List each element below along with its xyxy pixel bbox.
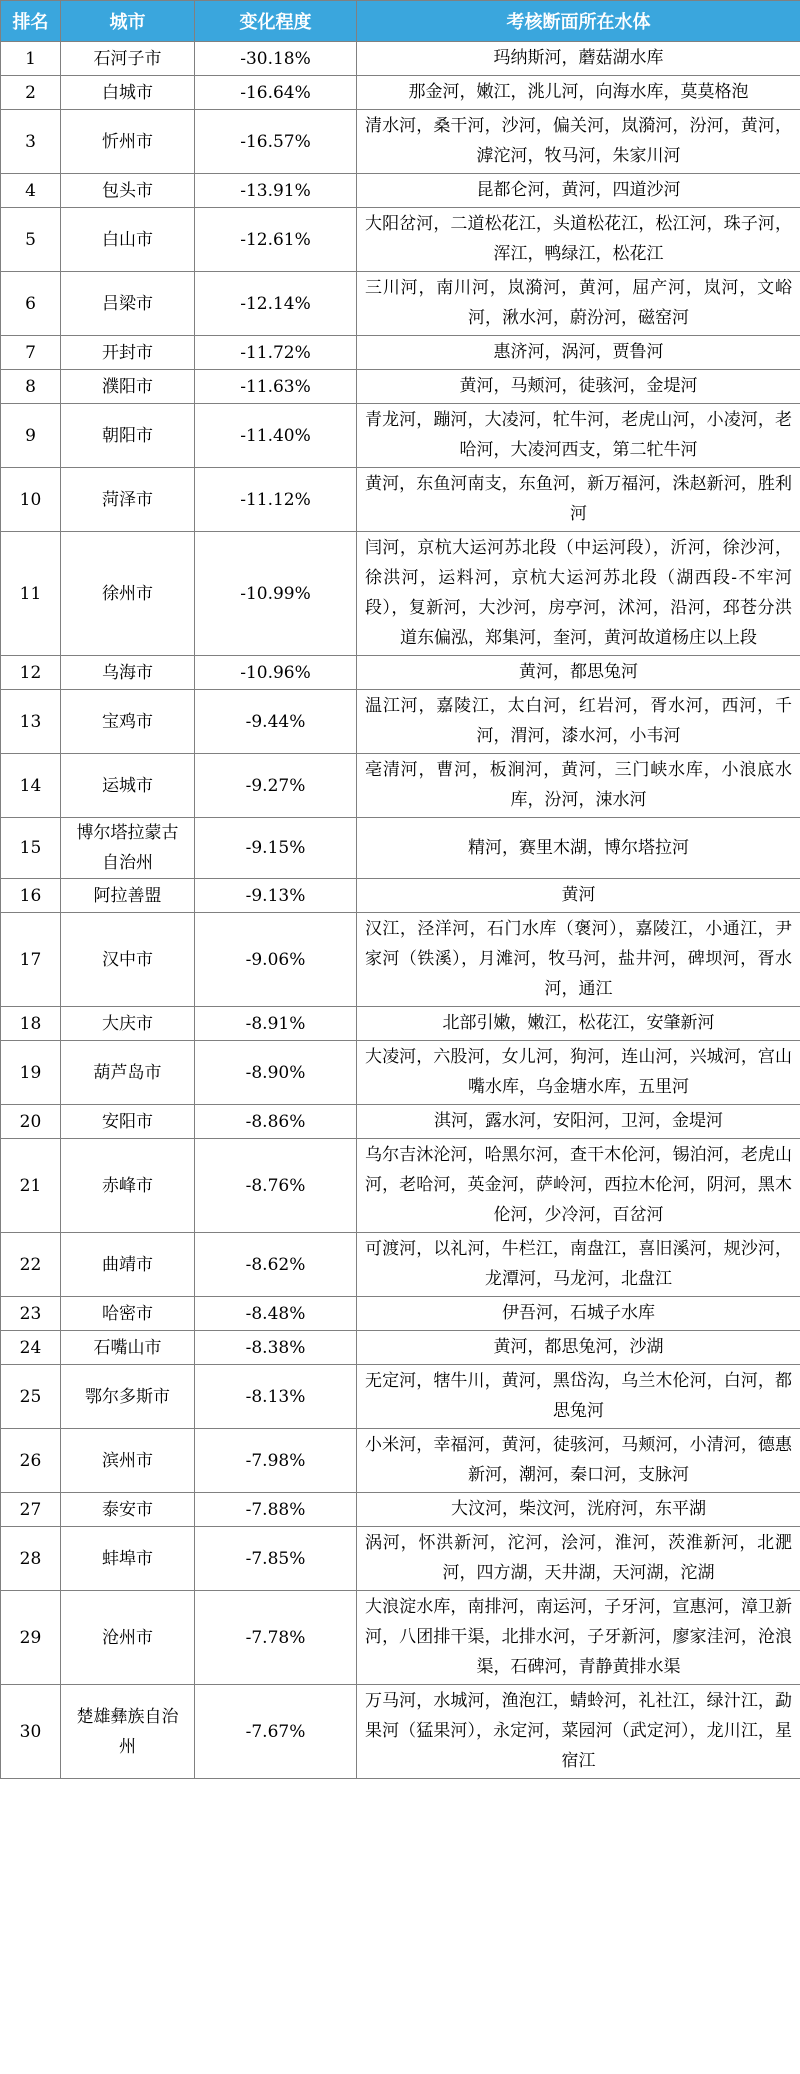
cell-rank: 10 <box>1 468 61 532</box>
cell-water: 伊吾河，石城子水库 <box>357 1297 800 1331</box>
table-row <box>1 1139 800 1233</box>
cell-city: 徐州市 <box>61 532 195 656</box>
cell-city: 忻州市 <box>61 110 195 174</box>
cell-change: -8.48% <box>195 1297 357 1331</box>
cell-city: 蚌埠市 <box>61 1527 195 1591</box>
header-rank: 排名 <box>1 1 61 42</box>
cell-water: 温江河，嘉陵江，太白河，红岩河，胥水河，西河，千河，渭河，漆水河，小韦河 <box>357 690 800 754</box>
cell-rank: 11 <box>1 532 61 656</box>
cell-water: 精河，赛里木湖，博尔塔拉河 <box>357 818 800 879</box>
cell-change: -8.13% <box>195 1365 357 1429</box>
cell-rank: 6 <box>1 272 61 336</box>
table-row <box>1 1429 800 1493</box>
table-row <box>1 42 800 76</box>
table-row <box>1 336 800 370</box>
table-row <box>1 690 800 754</box>
cell-change: -9.44% <box>195 690 357 754</box>
cell-change: -11.72% <box>195 336 357 370</box>
cell-city: 朝阳市 <box>61 404 195 468</box>
table-row <box>1 110 800 174</box>
cell-change: -11.40% <box>195 404 357 468</box>
header-city: 城市 <box>61 1 195 42</box>
cell-city: 楚雄彝族自治州 <box>61 1685 195 1779</box>
table-row <box>1 1331 800 1365</box>
cell-rank: 27 <box>1 1493 61 1527</box>
cell-change: -13.91% <box>195 174 357 208</box>
cell-rank: 14 <box>1 754 61 818</box>
header-water: 考核断面所在水体 <box>357 1 800 42</box>
cell-water: 黄河 <box>357 879 800 913</box>
cell-city: 石嘴山市 <box>61 1331 195 1365</box>
cell-rank: 18 <box>1 1007 61 1041</box>
cell-change: -9.06% <box>195 913 357 1007</box>
cell-rank: 21 <box>1 1139 61 1233</box>
table-row <box>1 879 800 913</box>
cell-change: -8.62% <box>195 1233 357 1297</box>
cell-water: 大浪淀水库，南排河，南运河，子牙河，宣惠河，漳卫新河，八团排干渠，北排水河，子牙新河，廖家洼河，沧浪渠，石碑河，青静黄排水渠 <box>357 1591 800 1685</box>
cell-city: 乌海市 <box>61 656 195 690</box>
cell-city: 运城市 <box>61 754 195 818</box>
cell-rank: 12 <box>1 656 61 690</box>
table-row <box>1 272 800 336</box>
table-row <box>1 208 800 272</box>
cell-change: -7.78% <box>195 1591 357 1685</box>
cell-city: 包头市 <box>61 174 195 208</box>
cell-water: 无定河，犗牛川，黄河，黑岱沟，乌兰木伦河，白河，都思兔河 <box>357 1365 800 1429</box>
cell-water: 涡河，怀洪新河，沱河，浍河，淮河，茨淮新河，北淝河，四方湖，天井湖，天河湖，沱湖 <box>357 1527 800 1591</box>
cell-change: -10.96% <box>195 656 357 690</box>
header-change: 变化程度 <box>195 1 357 42</box>
table-row <box>1 754 800 818</box>
cell-rank: 2 <box>1 76 61 110</box>
cell-water: 惠济河，涡河，贾鲁河 <box>357 336 800 370</box>
cell-rank: 15 <box>1 818 61 879</box>
cell-city: 沧州市 <box>61 1591 195 1685</box>
cell-change: -8.38% <box>195 1331 357 1365</box>
table-row <box>1 404 800 468</box>
cell-city: 安阳市 <box>61 1105 195 1139</box>
cell-city: 鄂尔多斯市 <box>61 1365 195 1429</box>
cell-water: 大阳岔河，二道松花江，头道松花江，松江河，珠子河，浑江，鸭绿江，松花江 <box>357 208 800 272</box>
cell-city: 曲靖市 <box>61 1233 195 1297</box>
cell-water: 黄河，马颊河，徒骇河，金堤河 <box>357 370 800 404</box>
cell-water: 亳清河，曹河，板涧河，黄河，三门峡水库，小浪底水库，汾河，涑水河 <box>357 754 800 818</box>
cell-water: 黄河，东鱼河南支，东鱼河，新万福河，洙赵新河，胜利河 <box>357 468 800 532</box>
cell-change: -8.86% <box>195 1105 357 1139</box>
cell-city: 葫芦岛市 <box>61 1041 195 1105</box>
table-row <box>1 532 800 656</box>
table-row <box>1 1233 800 1297</box>
cell-rank: 23 <box>1 1297 61 1331</box>
cell-water: 黄河，都思兔河，沙湖 <box>357 1331 800 1365</box>
cell-rank: 28 <box>1 1527 61 1591</box>
cell-water: 乌尔吉沐沦河，哈黑尔河，查干木伦河，锡泊河，老虎山河，老哈河，英金河，萨岭河，西拉木伦河，阴河，黑木伦河，少冷河，百岔河 <box>357 1139 800 1233</box>
cell-city: 阿拉善盟 <box>61 879 195 913</box>
table-row <box>1 1493 800 1527</box>
cell-change: -10.99% <box>195 532 357 656</box>
table-row <box>1 1041 800 1105</box>
cell-rank: 26 <box>1 1429 61 1493</box>
table-row <box>1 818 800 879</box>
table-row <box>1 1591 800 1685</box>
cell-water: 小米河，幸福河，黄河，徒骇河，马颊河，小清河，德惠新河，潮河，秦口河，支脉河 <box>357 1429 800 1493</box>
cell-rank: 19 <box>1 1041 61 1105</box>
cell-water: 三川河，南川河，岚漪河，黄河，屈产河，岚河，文峪河，湫水河，蔚汾河，磁窑河 <box>357 272 800 336</box>
cell-water: 可渡河，以礼河，牛栏江，南盘江，喜旧溪河，规沙河，龙潭河，马龙河，北盘江 <box>357 1233 800 1297</box>
cell-change: -11.12% <box>195 468 357 532</box>
cell-rank: 20 <box>1 1105 61 1139</box>
cell-rank: 17 <box>1 913 61 1007</box>
cell-city: 白城市 <box>61 76 195 110</box>
cell-city: 白山市 <box>61 208 195 272</box>
cell-rank: 22 <box>1 1233 61 1297</box>
cell-rank: 7 <box>1 336 61 370</box>
cell-rank: 5 <box>1 208 61 272</box>
cell-water: 那金河，嫩江，洮儿河，向海水库，莫莫格泡 <box>357 76 800 110</box>
cell-water: 闫河，京杭大运河苏北段（中运河段），沂河，徐沙河，徐洪河，运料河，京杭大运河苏北段（湖西段-不牢河段），复新河，大沙河，房亭河，沭河，沿河，邳苍分洪道东偏泓，郑集河，奎河，黄河故道杨庄以上段 <box>357 532 800 656</box>
table-row <box>1 1007 800 1041</box>
cell-water: 清水河，桑干河，沙河，偏关河，岚漪河，汾河，黄河，滹沱河，牧马河，朱家川河 <box>357 110 800 174</box>
cell-change: -12.61% <box>195 208 357 272</box>
table-row <box>1 1297 800 1331</box>
cell-change: -30.18% <box>195 42 357 76</box>
cell-rank: 4 <box>1 174 61 208</box>
cell-city: 大庆市 <box>61 1007 195 1041</box>
cell-rank: 1 <box>1 42 61 76</box>
cell-city: 赤峰市 <box>61 1139 195 1233</box>
table-row <box>1 1105 800 1139</box>
cell-water: 玛纳斯河，蘑菇湖水库 <box>357 42 800 76</box>
table-row <box>1 468 800 532</box>
cell-city: 开封市 <box>61 336 195 370</box>
table-row <box>1 76 800 110</box>
cell-change: -9.13% <box>195 879 357 913</box>
table-body <box>1 42 800 1779</box>
cell-change: -16.57% <box>195 110 357 174</box>
cell-water: 汉江，泾洋河，石门水库（褒河），嘉陵江，小通江，尹家河（铁溪），月滩河，牧马河，盐井河，碑坝河，胥水河，通江 <box>357 913 800 1007</box>
table-row <box>1 1365 800 1429</box>
cell-change: -9.27% <box>195 754 357 818</box>
cell-city: 博尔塔拉蒙古自治州 <box>61 818 195 879</box>
cell-rank: 16 <box>1 879 61 913</box>
table-row <box>1 1527 800 1591</box>
cell-change: -7.67% <box>195 1685 357 1779</box>
cell-change: -7.85% <box>195 1527 357 1591</box>
cell-city: 哈密市 <box>61 1297 195 1331</box>
cell-change: -8.91% <box>195 1007 357 1041</box>
table-row <box>1 656 800 690</box>
cell-rank: 24 <box>1 1331 61 1365</box>
cell-water: 青龙河，蹦河，大凌河，牤牛河，老虎山河，小凌河，老哈河，大凌河西支，第二牤牛河 <box>357 404 800 468</box>
table-row <box>1 174 800 208</box>
cell-change: -8.76% <box>195 1139 357 1233</box>
cell-change: -7.98% <box>195 1429 357 1493</box>
cell-city: 宝鸡市 <box>61 690 195 754</box>
cell-rank: 9 <box>1 404 61 468</box>
table-row <box>1 1685 800 1779</box>
cell-city: 吕梁市 <box>61 272 195 336</box>
cell-change: -8.90% <box>195 1041 357 1105</box>
cell-city: 石河子市 <box>61 42 195 76</box>
cell-water: 黄河，都思兔河 <box>357 656 800 690</box>
cell-change: -12.14% <box>195 272 357 336</box>
header-row <box>1 1 800 42</box>
cell-city: 汉中市 <box>61 913 195 1007</box>
cell-rank: 8 <box>1 370 61 404</box>
cell-rank: 30 <box>1 1685 61 1779</box>
cell-city: 濮阳市 <box>61 370 195 404</box>
cell-rank: 13 <box>1 690 61 754</box>
cell-city: 滨州市 <box>61 1429 195 1493</box>
cell-rank: 3 <box>1 110 61 174</box>
cell-change: -16.64% <box>195 76 357 110</box>
cell-change: -7.88% <box>195 1493 357 1527</box>
cell-rank: 29 <box>1 1591 61 1685</box>
cell-change: -11.63% <box>195 370 357 404</box>
cell-water: 万马河，水城河，渔泡江，蜻蛉河，礼社江，绿汁江，勐果河（猛果河），永定河，菜园河（武定河），龙川江，星宿江 <box>357 1685 800 1779</box>
cell-city: 菏泽市 <box>61 468 195 532</box>
cell-change: -9.15% <box>195 818 357 879</box>
table-row <box>1 913 800 1007</box>
table-row <box>1 370 800 404</box>
cell-water: 大汶河，柴汶河，洸府河，东平湖 <box>357 1493 800 1527</box>
cell-water: 北部引嫩，嫩江，松花江，安肇新河 <box>357 1007 800 1041</box>
cell-rank: 25 <box>1 1365 61 1429</box>
cell-water: 大凌河，六股河，女儿河，狗河，连山河，兴城河，宫山嘴水库，乌金塘水库，五里河 <box>357 1041 800 1105</box>
cell-water: 淇河，露水河，安阳河，卫河，金堤河 <box>357 1105 800 1139</box>
cell-city: 泰安市 <box>61 1493 195 1527</box>
cell-water: 昆都仑河，黄河，四道沙河 <box>357 174 800 208</box>
